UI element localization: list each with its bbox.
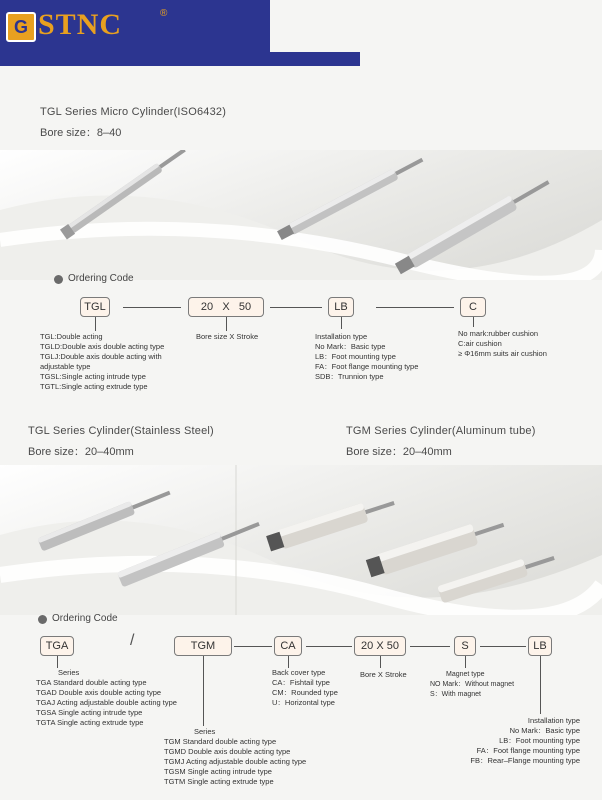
connector-line — [410, 646, 450, 647]
connector-line — [270, 307, 322, 308]
tick-line — [203, 656, 204, 726]
sec4-desc-bore: Bore X Stroke — [360, 670, 407, 679]
code-bore-stroke — [188, 297, 264, 317]
tick-line — [95, 317, 96, 331]
sec1-bore: Bore size：8–40 — [40, 127, 122, 139]
sec3-bore: Bore size：20–40mm — [346, 446, 452, 458]
code-series-tga: TGA — [40, 636, 74, 656]
cylinder-illustration — [0, 150, 602, 280]
tick-line — [540, 656, 541, 714]
sec4-desc-tga: Series TGA Standard double acting type TGAD Double axis double acting type TGAJ Acting adjustable double acting type TGSA Single acting intrude type TGTA Single acting extrude type — [36, 668, 177, 727]
code-installation: LB — [328, 297, 354, 317]
sec4-desc-tgm: Series TGM Standard double acting type TGMD Double axis double acting type TGMJ Acting adjustable double acting type TGSM Single acting intrude type TGTM Single acting extrude type — [164, 727, 307, 786]
header-stripe — [0, 52, 360, 66]
connector-line — [234, 646, 272, 647]
code-back-cover: CA — [274, 636, 302, 656]
code-x: X — [222, 301, 230, 313]
sec4-desc-back-cover: Back cover type CA：Fishtail type CM：Rounded type U：Horizontal type — [272, 668, 338, 707]
sec4-desc-installation: Installation type No Mark：Basic type LB：Foot mounting type FA：Foot flange mounting type FB：Rear–Flange mounting type — [470, 716, 580, 765]
sec1-desc-bore: Bore size X Stroke — [196, 332, 259, 341]
cylinder-illustration — [0, 465, 602, 615]
bullet-icon — [54, 275, 63, 284]
sec3-title: TGM Series Cylinder(Aluminum tube) — [346, 425, 536, 437]
sec4-desc-magnet: Magnet type NO Mark：Without magnet S：With magnet — [430, 671, 515, 698]
connector-line — [376, 307, 454, 308]
brand-name: STNC — [38, 8, 123, 41]
sec1-desc-series: TGL:Double acting TGLD:Double axis double acting type TGLJ:Double axis double acting with adjustable type TGSL:Single acting intrude type TGTL:Single acting extrude type — [40, 332, 165, 391]
tick-line — [473, 317, 474, 327]
tick-line — [380, 656, 381, 668]
brand-reg: ® — [160, 8, 168, 19]
product-photo-tgl-micro — [0, 150, 602, 280]
bullet-icon — [38, 615, 47, 624]
tick-line — [465, 656, 466, 668]
sec2-title: TGL Series Cylinder(Stainless Steel) — [28, 425, 214, 437]
sec4-ordering-title: Ordering Code — [52, 613, 118, 624]
code-bore-stroke: 20 X 50 — [354, 636, 406, 656]
logo-icon: G — [6, 12, 36, 42]
code-stroke: 50 — [238, 301, 252, 313]
code-series: TGL — [80, 297, 110, 317]
tick-line — [341, 317, 342, 329]
code-bore: 20 — [200, 301, 214, 313]
code-cushion: C — [460, 297, 486, 317]
code-slash: / — [130, 632, 135, 649]
connector-line — [480, 646, 526, 647]
code-installation: LB — [528, 636, 552, 656]
connector-line — [123, 307, 181, 308]
tick-line — [288, 656, 289, 668]
code-magnet: S — [454, 636, 476, 656]
connector-line — [306, 646, 352, 647]
sec2-bore: Bore size：20–40mm — [28, 446, 134, 458]
sec1-desc-cushion: No mark:rubber cushion C:air cushion ≥ Φ16mm suits air cushion — [458, 329, 547, 358]
tick-line — [57, 656, 58, 668]
code-series-tgm: TGM — [174, 636, 232, 656]
product-photo-tgl-tgm — [0, 465, 602, 615]
sec1-desc-installation: Installation type No Mark：Basic type LB：Foot mounting type FA：Foot flange mounting type SDB：Trunnion type — [315, 332, 419, 381]
tick-line — [226, 317, 227, 331]
sec1-ordering-title: Ordering Code — [68, 273, 134, 284]
sec1-title: TGL Series Micro Cylinder(ISO6432) — [40, 106, 227, 118]
